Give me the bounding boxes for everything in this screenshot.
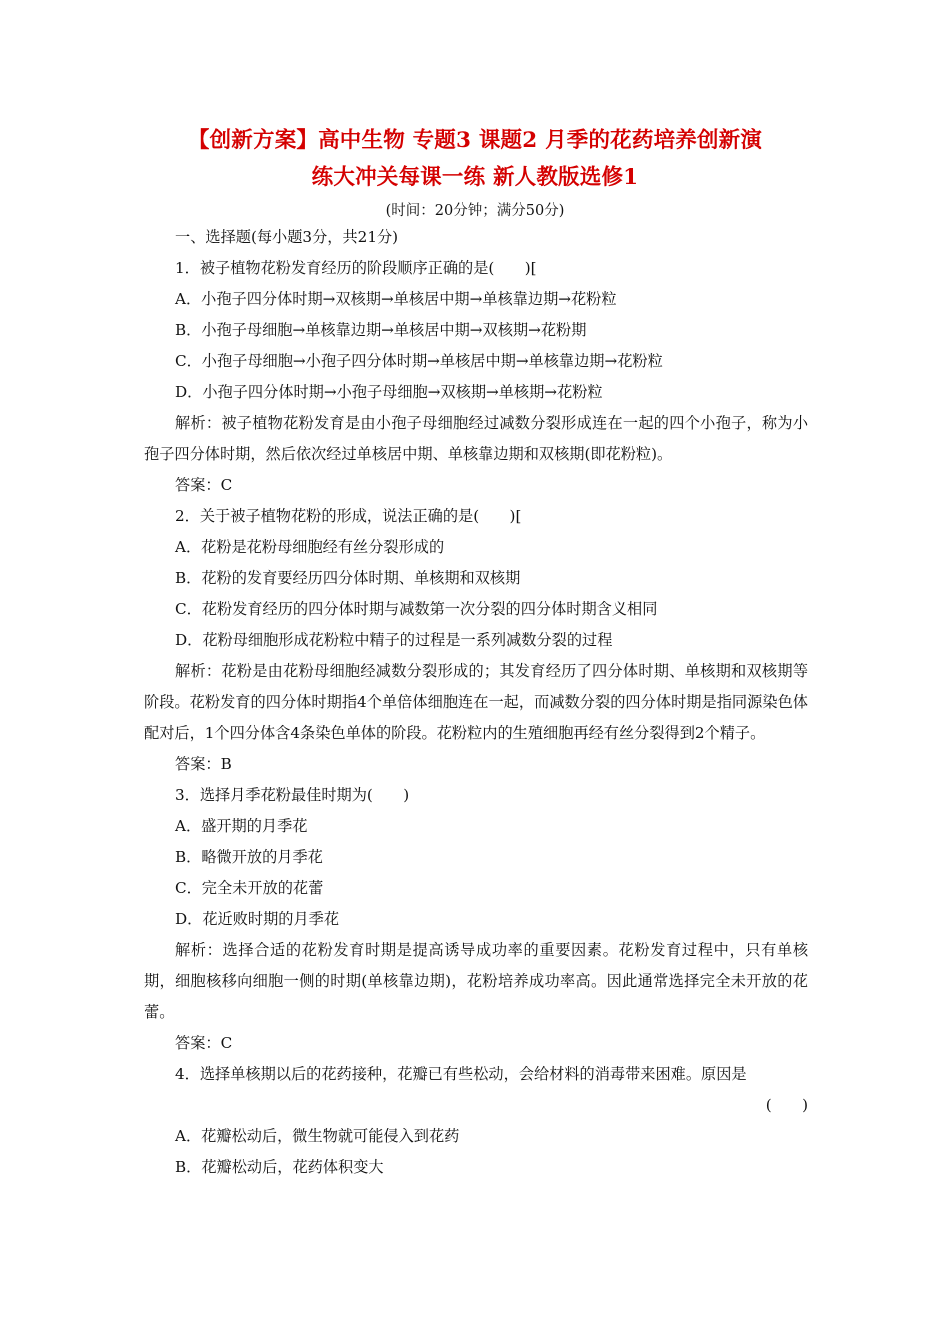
question-3-option-c: C．完全未开放的花蕾	[175, 879, 324, 897]
question-1-option-c: C．小孢子母细胞→小孢子四分体时期→单核居中期→单核靠边期→花粉粒	[175, 352, 663, 370]
question-2-option-a: A．花粉是花粉母细胞经有丝分裂形成的	[175, 538, 445, 556]
document-title-line-1: 【创新方案】高中生物 专题3 课题2 月季的花药培养创新演	[187, 128, 763, 153]
question-2-option-c: C．花粉发育经历的四分体时期与减数第一次分裂的四分体时期含义相同	[175, 600, 658, 618]
question-1-option-a: A．小孢子四分体时期→双核期→单核居中期→单核靠边期→花粉粒	[175, 290, 617, 308]
question-2-stem: 2．关于被子植物花粉的形成，说法正确的是( )[	[175, 507, 522, 525]
document-title-line-2: 练大冲关每课一练 新人教版选修1	[311, 165, 639, 190]
section-heading: 一、选择题(每小题3分，共21分)	[175, 228, 399, 246]
question-1-answer: 答案：C	[175, 476, 233, 494]
question-1-option-d: D．小孢子四分体时期→小孢子母细胞→双核期→单核期→花粉粒	[175, 383, 603, 401]
question-4-option-b: B．花瓣松动后，花药体积变大	[175, 1158, 384, 1176]
question-1-analysis: 解析：被子植物花粉发育是由小孢子母细胞经过减数分裂形成连在一起的四个小孢子，称为小孢子四分体时期，然后依次经过单核居中期、单核靠边期和双核期(即花粉粒)。	[144, 414, 808, 463]
question-2-analysis: 解析：花粉是由花粉母细胞经减数分裂形成的；其发育经历了四分体时期、单核期和双核期等阶段。花粉发育的四分体时期指4个单倍体细胞连在一起，而减数分裂的四分体时期是指同源染色体配对后，1个四分体含4条染色单体的阶段。花粉粒内的生殖细胞再经有丝分裂得到2个精子。	[144, 662, 808, 742]
document-body	[144, 222, 808, 1183]
question-3-stem: 3．选择月季花粉最佳时期为( )	[175, 786, 410, 804]
question-1-stem: 1．被子植物花粉发育经历的阶段顺序正确的是( )[	[175, 259, 537, 277]
question-4-stem: 4．选择单核期以后的花药接种，花瓣已有些松动，会给材料的消毒带来困难。原因是	[175, 1065, 747, 1083]
question-4-answer-blank: ( )	[765, 1096, 808, 1114]
question-4-option-a: A．花瓣松动后，微生物就可能侵入到花药	[175, 1127, 460, 1145]
question-3-option-d: D．花近败时期的月季花	[175, 910, 340, 928]
question-3-answer: 答案：C	[175, 1034, 233, 1052]
question-2-option-d: D．花粉母细胞形成花粉粒中精子的过程是一系列减数分裂的过程	[175, 631, 613, 649]
question-2-answer: 答案：B	[175, 755, 232, 773]
question-3-option-b: B．略微开放的月季花	[175, 848, 323, 866]
question-2-option-b: B．花粉的发育要经历四分体时期、单核期和双核期	[175, 569, 521, 587]
question-3-analysis: 解析：选择合适的花粉发育时期是提高诱导成功率的重要因素。花粉发育过程中，只有单核期，细胞核移向细胞一侧的时期(单核靠边期)，花粉培养成功率高。因此通常选择完全未开放的花蕾。	[144, 941, 808, 1021]
question-3-option-a: A．盛开期的月季花	[175, 817, 308, 835]
question-1-option-b: B．小孢子母细胞→单核靠边期→单核居中期→双核期→花粉期	[175, 321, 587, 339]
time-and-score: (时间：20分钟；满分50分)	[385, 203, 565, 219]
